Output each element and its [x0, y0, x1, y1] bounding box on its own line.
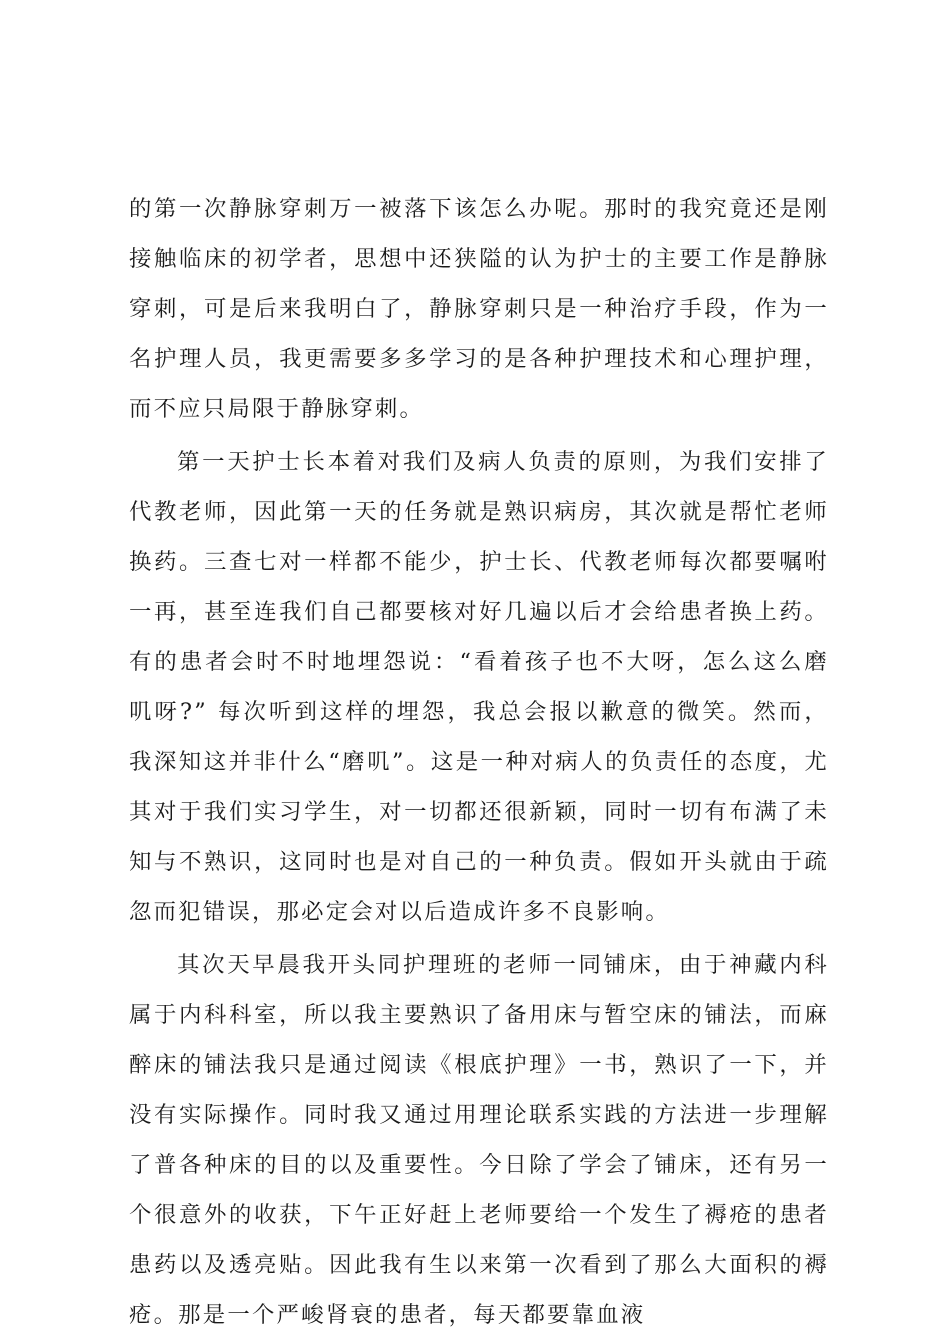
body-text — [129, 184, 829, 1340]
paragraph-first-day: 第一天护士长本着对我们及病人负责的原则，为我们安排了代教老师，因此第一天的任务就是熟识病房，其次就是帮忙老师换药。三查七对一样都不能少，护士长、代教老师每次都要嘱咐一再，甚至连我们自己都要核对好几遍以后才会给患者换上药。有的患者会时不时地埋怨说：“看着孩子也不大呀，怎么这么磨叽呀?” 每次听到这样的埋怨，我总会报以歉意的微笑。然而，我深知这并非什么“磨叽”。这是一种对病人的负责任的态度，尤其对于我们实习学生，对一切都还很新颖，同时一切有布满了未知与不熟识，这同时也是对自己的一种负责。假如开头就由于疏忽而犯错误，那必定会对以后造成许多不良影响。 — [129, 449, 829, 925]
paragraph-continuation: 的第一次静脉穿刺万一被落下该怎么办呢。那时的我究竟还是刚接触临床的初学者，思想中还狭隘的认为护士的主要工作是静脉穿刺，可是后来我明白了，静脉穿刺只是一种治疗手段，作为一名护理人员，我更需要多多学习的是各种护理技术和心理护理，而不应只局限于静脉穿刺。 — [129, 196, 829, 422]
paragraph-second-day: 其次天早晨我开头同护理班的老师一同铺床，由于神藏内科属于内科科室，所以我主要熟识了备用床与暂空床的铺法，而麻醉床的铺法我只是通过阅读《根底护理》一书，熟识了一下，并没有实际操作。同时我又通过用理论联系实践的方法进一步理解了普各种床的目的以及重要性。今日除了学会了铺床，还有另一个很意外的收获，下午正好赶上老师要给一个发生了褥疮的患者患药以及透亮贴。因此我有生以来第一次看到了那么大面积的褥疮。那是一个严峻肾衰的患者，每天都要靠血液 — [129, 952, 829, 1328]
